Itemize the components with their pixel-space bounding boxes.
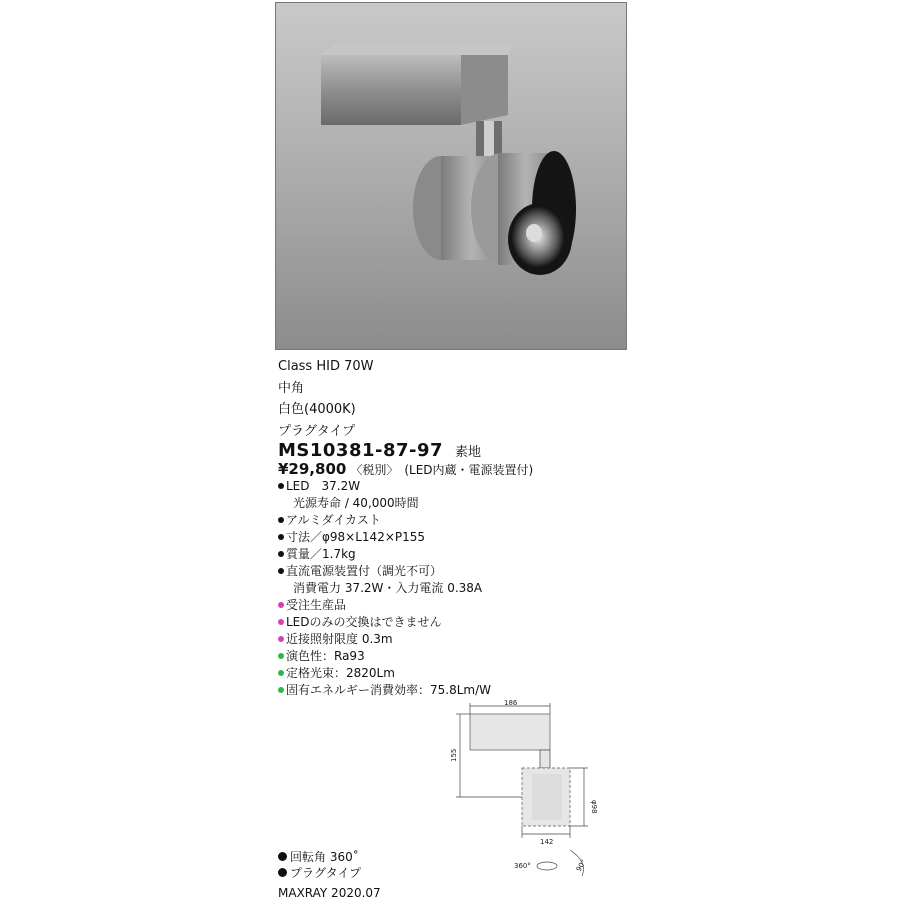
- bullet-icon: [278, 653, 284, 659]
- product-photo: [275, 2, 627, 350]
- spec-text: 消費電力 37.2W・入力電流 0.38A: [293, 581, 483, 595]
- bullet-icon: [278, 636, 284, 642]
- model-code: MS10381-87-97: [278, 440, 444, 461]
- bullet-icon: [278, 602, 284, 608]
- bullet-icon: [278, 534, 284, 540]
- spec-item: [278, 512, 381, 528]
- bullet-icon: [278, 687, 284, 693]
- rotation-text: 回転角 360˚: [290, 850, 359, 864]
- bullet-icon: [278, 852, 287, 861]
- dim-height: 155: [450, 748, 458, 762]
- spec-item: [278, 563, 442, 579]
- spec-text: 直流電源装置付（調光不可）: [286, 564, 443, 578]
- spec-text: LEDのみの交換はできません: [286, 615, 442, 629]
- dim-length: 142: [540, 838, 554, 846]
- spec-text: 演色性：Ra93: [286, 649, 365, 663]
- light-color: 白色(4000K): [278, 402, 356, 417]
- spec-item: [278, 478, 360, 494]
- dim-width: 186: [504, 699, 518, 707]
- spotlight-illustration: [276, 3, 628, 351]
- tax-note: 〈税別〉: [350, 463, 399, 477]
- bullet-icon: [278, 619, 284, 625]
- spec-item: [278, 580, 482, 596]
- spec-text: 受注生産品: [286, 598, 347, 612]
- class-label: Class HID 70W: [278, 359, 374, 374]
- spec-item: [278, 546, 356, 562]
- spec-item: [278, 682, 491, 698]
- spec-text: 近接照射限度 0.3m: [286, 632, 393, 646]
- dimension-drawing: [452, 700, 642, 894]
- price-line: [278, 460, 533, 479]
- dim-rotation-h: 360°: [514, 862, 531, 870]
- plug-note: [278, 866, 361, 881]
- beam-angle: 中角: [278, 381, 305, 396]
- spec-item: [278, 529, 425, 545]
- spec-item: [278, 648, 365, 664]
- spec-text: 定格光束：2820Lm: [286, 666, 395, 680]
- bullet-icon: [278, 483, 284, 489]
- plug-type: プラグタイプ: [278, 424, 356, 439]
- spec-item: [278, 665, 395, 681]
- price-includes: (LED内蔵・電源装置付): [404, 463, 534, 477]
- rotation-note: [278, 850, 359, 865]
- spec-item: [278, 495, 419, 511]
- bullet-icon: [278, 670, 284, 676]
- spec-item: [278, 597, 346, 613]
- plug-text: プラグタイプ: [290, 866, 362, 880]
- spec-text: アルミダイカスト: [286, 513, 381, 527]
- spec-text: 光源寿命 / 40,000時間: [293, 496, 419, 510]
- spec-text: 質量／1.7kg: [286, 547, 356, 561]
- dim-diameter: φ98: [590, 800, 598, 814]
- spec-text: LED 37.2W: [286, 479, 361, 493]
- spec-text: 固有エネルギー消費効率：75.8Lm/W: [286, 683, 492, 697]
- spec-item: [278, 631, 393, 647]
- bullet-icon: [278, 517, 284, 523]
- price-value: ¥29,800: [278, 460, 347, 478]
- brand-footer: MAXRAY 2020.07: [278, 886, 381, 900]
- spec-text: 寸法／φ98×L142×P155: [286, 530, 426, 544]
- spec-item: [278, 614, 442, 630]
- finish-label: 素地: [455, 445, 482, 460]
- bullet-icon: [278, 568, 284, 574]
- dim-rotation-v: 90°: [574, 858, 588, 873]
- bullet-icon: [278, 868, 287, 877]
- bullet-icon: [278, 551, 284, 557]
